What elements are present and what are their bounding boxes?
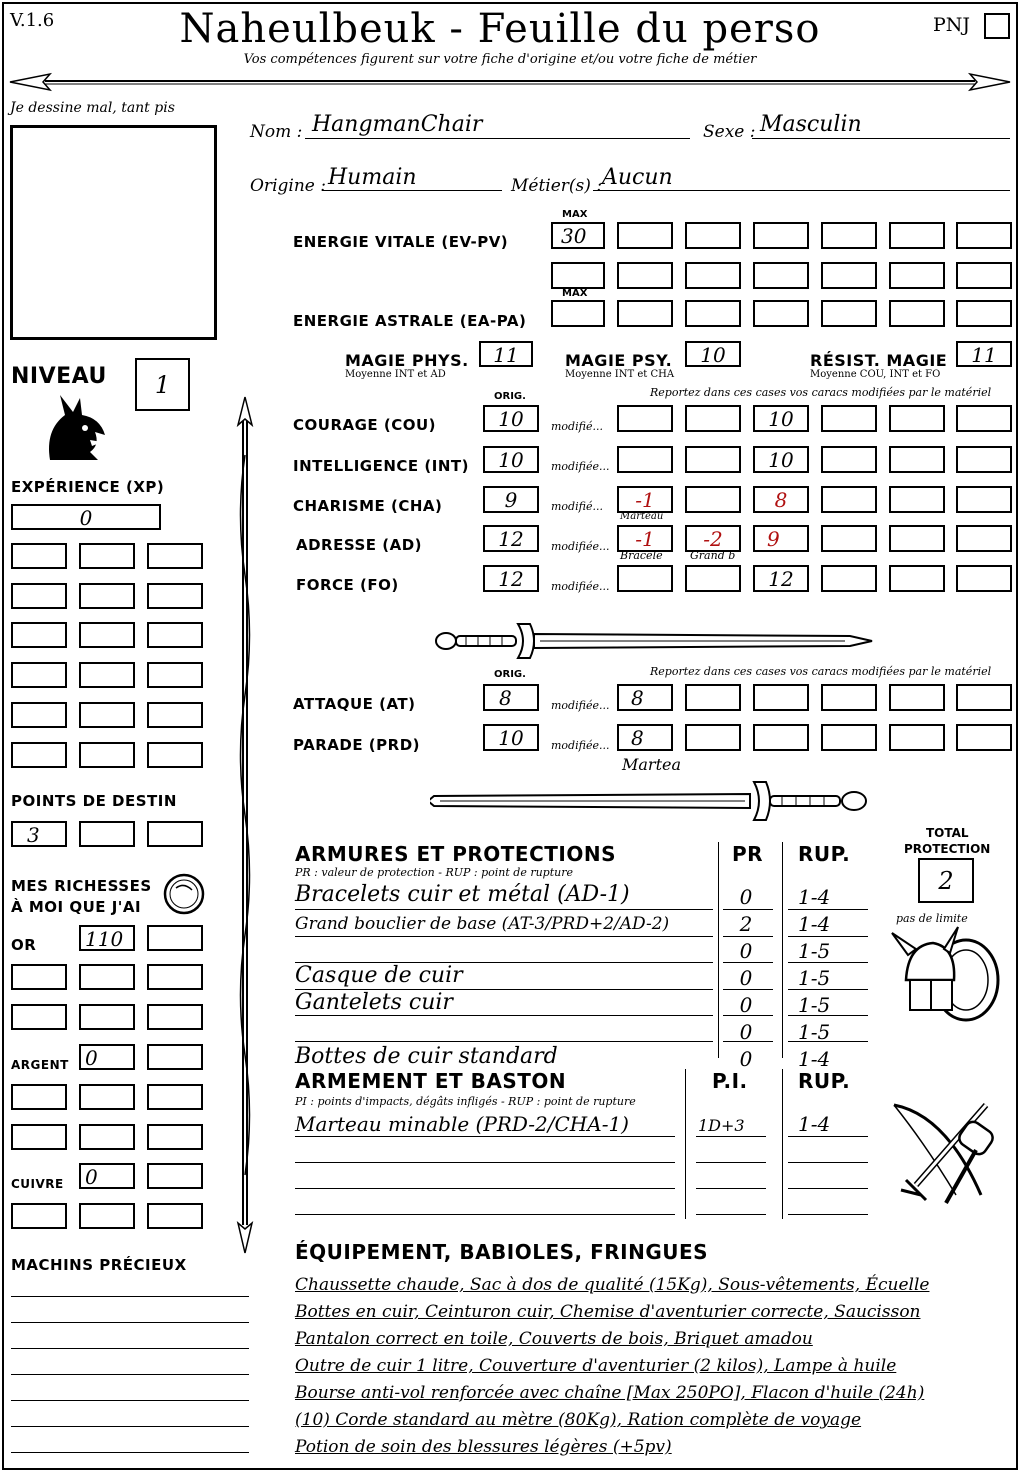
ev-box[interactable] [956,222,1012,249]
version-label: V.1.6 [10,10,55,31]
argent-box[interactable] [147,1124,203,1150]
xp-box[interactable] [147,662,203,688]
ev-box[interactable] [551,262,605,289]
armure-pr[interactable]: 0 [739,939,753,963]
armure-rup[interactable]: 1-5 [798,966,831,990]
sword-icon [430,620,875,662]
parade-mod-box[interactable] [889,724,945,751]
armure-name[interactable]: Bracelets cuir et métal (AD-1) [295,882,630,907]
carac-mod-box[interactable] [821,525,877,552]
destin-box[interactable] [147,821,203,847]
magie-psy-box[interactable]: 10 [685,341,741,367]
parade-mod-label: modifiée... [551,739,610,752]
arme-rup-line [788,1162,868,1163]
arme-pi-line [696,1214,766,1215]
armure-rup[interactable]: 1-4 [798,1047,831,1071]
armement-pi-header: P.I. [712,1069,748,1093]
destin-box[interactable] [79,821,135,847]
equipement-line[interactable]: Bourse anti-vol renforcée avec chaîne [Max 250PO], Flacon d'huile (24h) [295,1383,925,1403]
richesses-label-2: À MOI QUE J'AI [11,898,142,916]
carac-orig-box[interactable]: 10 [483,405,539,432]
armure-pr-line [723,1041,773,1042]
carac-mod-box[interactable]: -2 [685,525,741,552]
xp-box[interactable] [79,622,135,648]
carac-mod-label: modifiée... [551,580,610,593]
armure-rup-line [788,909,868,910]
attaque-orig-box[interactable]: 8 [483,684,539,711]
armure-name[interactable]: Bottes de cuir standard [295,1044,558,1069]
niveau-label: NIVEAU [11,364,107,389]
richesses-label: MES RICHESSES [11,877,152,895]
ev-max-label: MAX [562,209,588,220]
xp-box[interactable] [79,583,135,609]
ev-box[interactable] [753,222,809,249]
equipement-line[interactable]: Chaussette chaude, Sac à dos de qualité (15Kg), Sous-vêtements, Écuelle [295,1275,930,1295]
ea-box[interactable] [617,300,673,327]
armure-rup[interactable]: 1-4 [798,912,831,936]
machins-line[interactable] [11,1374,249,1375]
metier-label: Métier(s) : [511,176,603,196]
origine-line [322,190,502,191]
argent-box[interactable] [79,1084,135,1110]
carac-final-box[interactable]: 9 [753,525,809,552]
machins-line[interactable] [11,1322,249,1323]
xp-box[interactable] [147,702,203,728]
armures-rup-header: RUP. [798,842,851,866]
parade-note: Martea [622,755,682,774]
ev-box[interactable] [617,262,673,289]
armure-rup[interactable]: 1-5 [798,993,831,1017]
ev-box[interactable] [753,262,809,289]
ea-box[interactable] [956,300,1012,327]
combat-report-note: Reportez dans ces cases vos caracs modifiées par le matériel [650,665,992,678]
or-box[interactable] [11,964,67,990]
magie-phys-label: MAGIE PHYS. [345,351,469,370]
carac-mod-box[interactable] [956,525,1012,552]
xp-box[interactable] [147,622,203,648]
argent-box[interactable] [79,1124,135,1150]
carac-mod-note: Marteau [620,511,664,522]
armure-name[interactable]: Grand bouclier de base (AT-3/PRD+2/AD-2) [295,914,670,934]
armures-pr-header: PR [732,842,764,866]
carac-mod-box[interactable] [685,405,741,432]
armure-pr[interactable]: 0 [739,993,753,1017]
carac-mod-note: Grand b [690,549,736,562]
ev-box[interactable] [617,222,673,249]
arme-name[interactable]: Marteau minable (PRD-2/CHA-1) [295,1112,629,1136]
armure-pr-line [723,936,773,937]
ev-box[interactable] [685,222,741,249]
argent-box[interactable] [11,1124,67,1150]
carac-mod-box[interactable] [617,565,673,592]
xp-box[interactable] [147,742,203,768]
ev-box[interactable] [889,262,945,289]
machins-line[interactable] [11,1348,249,1349]
armure-rup-line [788,962,868,963]
carac-label: CHARISME (CHA) [293,497,443,515]
carac-mod-box[interactable] [821,405,877,432]
carac-mod-box[interactable] [956,565,1012,592]
armure-rup[interactable]: 1-5 [798,939,831,963]
carac-orig-box[interactable]: 12 [483,565,539,592]
carac-label: FORCE (FO) [296,576,399,594]
armure-line [295,1015,713,1016]
ev-max-box[interactable]: 30 [551,222,605,249]
armure-name[interactable]: Gantelets cuir [295,990,453,1015]
parade-mod-box[interactable]: 8 [617,724,673,751]
armement-col-divider [782,1069,783,1219]
carac-final-box[interactable]: 10 [753,446,809,473]
equipement-title: ÉQUIPEMENT, BABIOLES, FRINGUES [295,1240,709,1264]
arme-rup[interactable]: 1-4 [798,1112,831,1136]
ea-max-label: MAX [562,288,588,299]
arme-line [295,1188,675,1189]
total-protection-box[interactable]: 2 [918,858,974,903]
carac-mod-label: modifié... [551,420,603,433]
carac-mod-box[interactable] [821,486,877,513]
armure-rup-line [788,1041,868,1042]
xp-box[interactable] [79,662,135,688]
sexe-line [752,138,1010,139]
xp-box[interactable] [79,742,135,768]
carac-mod-box[interactable] [617,446,673,473]
resist-magie-label: RÉSIST. MAGIE [810,351,948,370]
armure-rup[interactable]: 1-4 [798,885,831,909]
carac-mod-box[interactable] [617,405,673,432]
carac-label: ADRESSE (AD) [296,536,423,554]
cuivre-box[interactable] [147,1203,203,1229]
machins-line[interactable] [11,1296,249,1297]
carac-orig-box[interactable]: 12 [483,525,539,552]
ev-label: ENERGIE VITALE (EV-PV) [293,233,509,251]
orig-label: ORIG. [494,391,526,402]
arme-pi-line [696,1162,766,1163]
carac-mod-label: modifiée... [551,460,610,473]
carac-mod-box[interactable] [956,486,1012,513]
parade-mod-box[interactable] [956,724,1012,751]
arme-pi-line [696,1136,766,1137]
attaque-mod-box[interactable] [956,684,1012,711]
carac-orig-box[interactable]: 9 [483,486,539,513]
or-box[interactable]: 110 [79,925,135,951]
ea-max-box[interactable] [551,300,605,327]
arme-rup-line [788,1214,868,1215]
sword-icon [430,780,875,822]
combat-orig-label: ORIG. [494,669,526,680]
total-protection-label: TOTAL [926,826,969,840]
ev-box[interactable] [956,262,1012,289]
carac-mod-box[interactable] [889,525,945,552]
carac-mod-box[interactable] [821,446,877,473]
carac-mod-box[interactable] [956,446,1012,473]
armures-col-divider [718,842,719,1058]
nom-line [305,138,690,139]
or-box[interactable] [147,925,203,951]
attaque-mod-box[interactable] [889,684,945,711]
arme-line [295,1214,675,1215]
total-protection-label-2: PROTECTION [904,842,991,856]
xp-box[interactable] [147,543,203,569]
cuivre-label: CUIVRE [11,1177,64,1191]
parade-orig-box[interactable]: 10 [483,724,539,751]
pnj-label: PNJ [933,14,971,36]
xp-box[interactable] [11,662,67,688]
attaque-label: ATTAQUE (AT) [293,695,416,713]
portrait-box[interactable] [10,125,217,340]
arme-rup-line [788,1136,868,1137]
cuivre-box[interactable] [79,1203,135,1229]
arme-pi[interactable]: 1D+3 [698,1116,745,1135]
armure-pr[interactable]: 2 [739,912,753,936]
equipement-line[interactable]: Bottes en cuir, Ceinturon cuir, Chemise d'aventurier correcte, Saucisson [295,1302,921,1322]
arme-pi-line [696,1188,766,1189]
argent-box[interactable] [11,1084,67,1110]
resist-magie-box[interactable]: 11 [956,341,1012,367]
armement-note: PI : points d'impacts, dégâts infligés - RUP : point de rupture [295,1095,636,1108]
pnj-checkbox[interactable] [984,13,1010,39]
metier-line [593,190,1010,191]
spear-icon [228,395,262,1255]
armures-note: PR : valeur de protection - RUP : point de rupture [295,866,573,879]
argent-box[interactable] [147,1084,203,1110]
attaque-mod-box[interactable] [753,684,809,711]
or-box[interactable] [79,964,135,990]
carac-mod-box[interactable] [956,405,1012,432]
carac-mod-box[interactable]: -1 [617,486,673,513]
machins-line[interactable] [11,1452,249,1453]
parade-mod-box[interactable] [821,724,877,751]
carac-mod-note: Bracele [620,549,663,562]
cuivre-box[interactable]: 0 [79,1163,135,1189]
machins-line[interactable] [11,1400,249,1401]
ev-box[interactable] [821,222,877,249]
coin-icon [162,872,206,916]
armure-pr[interactable]: 0 [739,885,753,909]
armure-line [295,936,713,937]
magie-phys-note: Moyenne INT et AD [345,369,446,380]
spear-divider-icon [5,68,1015,94]
armure-line [295,1041,713,1042]
attaque-mod-label: modifiée... [551,699,610,712]
carac-mod-box[interactable] [685,486,741,513]
armure-pr[interactable]: 0 [739,1020,753,1044]
argent-label: ARGENT [11,1058,69,1072]
limit-note: pas de limite [896,912,968,925]
armure-pr[interactable]: 0 [739,966,753,990]
argent-box[interactable]: 0 [79,1044,135,1070]
arme-rup-line [788,1188,868,1189]
nom-label: Nom : [250,122,303,142]
armement-rup-header: RUP. [798,1069,851,1093]
ea-label: ENERGIE ASTRALE (EA-PA) [293,312,527,330]
ev-box[interactable] [685,262,741,289]
carac-mod-box[interactable] [889,446,945,473]
carac-mod-box[interactable] [685,446,741,473]
arme-line [295,1162,675,1163]
carac-mod-box[interactable] [889,405,945,432]
helmet-shield-icon [888,925,1006,1025]
xp-box[interactable] [79,702,135,728]
carac-orig-box[interactable]: 10 [483,446,539,473]
armure-pr-line [723,989,773,990]
nom-field[interactable]: HangmanChair [312,112,483,137]
armure-line [295,909,713,910]
carac-label: INTELLIGENCE (INT) [293,457,469,475]
armement-col-divider [685,1069,686,1219]
experience-label: EXPÉRIENCE (XP) [11,478,165,496]
armure-pr-line [723,909,773,910]
armure-pr-line [723,1015,773,1016]
cuivre-box[interactable] [11,1203,67,1229]
xp-box[interactable] [11,702,67,728]
origine-field[interactable]: Humain [328,165,417,190]
armure-rup-line [788,936,868,937]
destin-label: POINTS DE DESTIN [11,792,177,810]
xp-box[interactable] [11,583,67,609]
or-box[interactable] [11,1004,67,1030]
parade-label: PARADE (PRD) [293,736,421,754]
portrait-label: Je dessine mal, tant pis [10,100,175,116]
magie-phys-box[interactable]: 11 [479,341,533,367]
or-box[interactable] [147,964,203,990]
xp-box[interactable] [79,543,135,569]
armure-pr-line [723,962,773,963]
xp-box[interactable] [11,742,67,768]
xp-box[interactable] [147,583,203,609]
attaque-mod-box[interactable] [821,684,877,711]
armure-pr[interactable]: 0 [739,1047,753,1071]
equipement-line[interactable]: (10) Corde standard au mètre (80Kg), Ration complète de voyage [295,1410,862,1430]
armure-rup-line [788,989,868,990]
argent-box[interactable] [147,1044,203,1070]
dragon-icon [40,390,110,465]
xp-box[interactable] [11,543,67,569]
magie-psy-label: MAGIE PSY. [565,351,673,370]
armure-rup-line [788,1015,868,1016]
machins-line[interactable] [11,1426,249,1427]
ev-box[interactable] [889,222,945,249]
carac-final-box[interactable]: 12 [753,565,809,592]
carac-final-box[interactable]: 10 [753,405,809,432]
or-box[interactable] [79,1004,135,1030]
ev-box[interactable] [821,262,877,289]
carac-mod-box[interactable] [685,565,741,592]
carac-mod-label: modifiée... [551,540,610,553]
parade-mod-box[interactable] [685,724,741,751]
or-label: OR [11,936,37,954]
crossed-weapons-icon [886,1095,1004,1210]
sheet-title: Naheulbeuk - Feuille du perso [179,6,821,52]
ea-box[interactable] [753,300,809,327]
or-box[interactable] [147,1004,203,1030]
armement-title: ARMEMENT ET BASTON [295,1069,572,1093]
report-note: Reportez dans ces cases vos caracs modifiées par le matériel [650,386,992,399]
arme-line [295,1136,675,1137]
carac-final-box[interactable]: 8 [753,486,809,513]
armure-name[interactable]: Casque de cuir [295,963,463,988]
attaque-mod-box[interactable] [685,684,741,711]
carac-mod-label: modifié... [551,500,603,513]
origine-label: Origine : [250,176,326,196]
niveau-box[interactable]: 1 [135,358,190,411]
attaque-mod-box[interactable]: 8 [617,684,673,711]
carac-mod-box[interactable] [821,565,877,592]
sheet-subtitle: Vos compétences figurent sur votre fiche d'origine et/ou votre fiche de métier [243,52,757,67]
equipement-line[interactable]: Outre de cuir 1 litre, Couverture d'aventurier (2 kilos), Lampe à huile [295,1356,897,1376]
equipement-line[interactable]: Pantalon correct en toile, Couverts de bois, Briquet amadou [295,1329,813,1349]
resist-magie-note: Moyenne COU, INT et FO [810,369,941,380]
carac-mod-box[interactable] [889,565,945,592]
armures-col-divider [782,842,783,1058]
destin-box[interactable]: 3 [11,821,67,847]
carac-mod-box[interactable]: -1 [617,525,673,552]
sexe-label: Sexe : [703,122,756,142]
armures-title: ARMURES ET PROTECTIONS [295,842,616,866]
experience-box[interactable]: 0 [11,504,161,530]
ea-box[interactable] [889,300,945,327]
carac-label: COURAGE (COU) [293,416,437,434]
machins-label: MACHINS PRÉCIEUX [11,1256,187,1274]
armure-rup[interactable]: 1-5 [798,1020,831,1044]
carac-mod-box[interactable] [889,486,945,513]
equipement-line[interactable]: Potion de soin des blessures légères (+5pv) [295,1437,672,1457]
parade-mod-box[interactable] [753,724,809,751]
magie-psy-note: Moyenne INT et CHA [565,369,675,380]
sexe-field[interactable]: Masculin [760,112,862,137]
xp-box[interactable] [11,622,67,648]
cuivre-box[interactable] [147,1163,203,1189]
ea-box[interactable] [685,300,741,327]
ea-box[interactable] [821,300,877,327]
metier-field[interactable]: Aucun [602,165,673,190]
